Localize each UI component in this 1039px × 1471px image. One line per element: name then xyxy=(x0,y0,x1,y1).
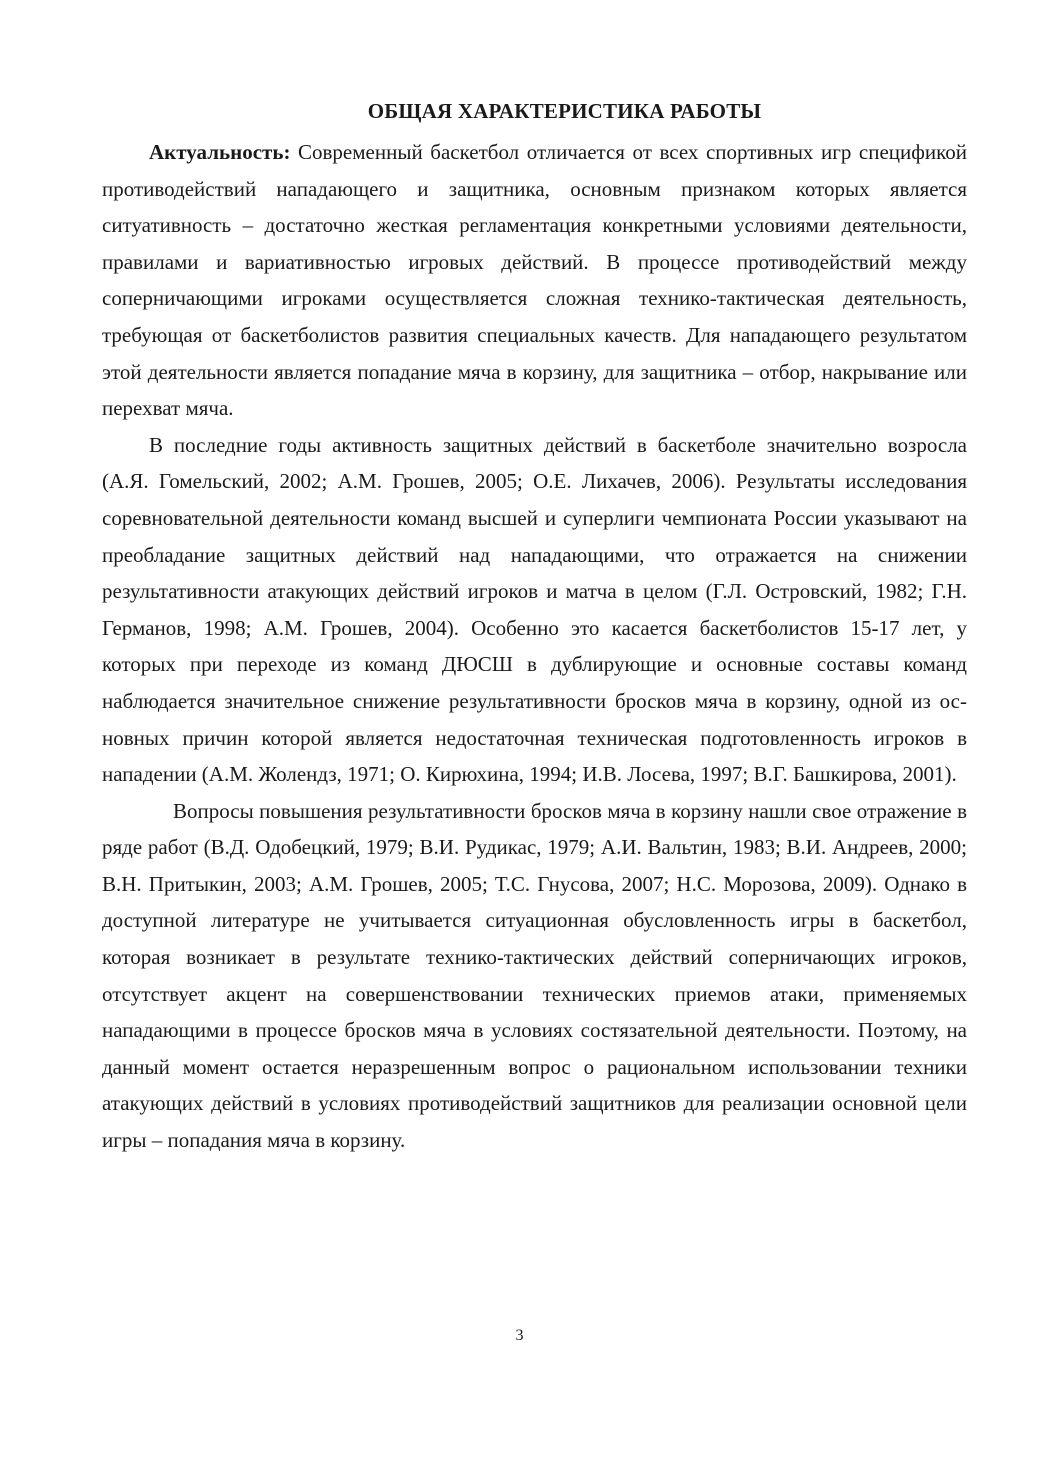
paragraph-defense-activity: В последние годы активность защитных действий в баскетболе значительно возросла (А.Я. Гомельский, 2002; А.М. Грошев, 2005; О.Е. Лихачев, 2006). Результаты исследования соревновательной деятельности команд высшей и суперлиги чемпионата России указывают на преобладание защитных действий над нападающими, что отражается на снижении результативности атакующих действий игроков и матча в целом (Г.Л. Островский, 1982; Г.Н. Германов, 1998; А.М. Грошев, 2004). Особенно это касается баскетболистов 15-17 лет, у которых при переходе из команд ДЮСШ в дублирующие и основные составы команд наблюдается значительное снижение результативности бросков мяча в корзину, одной из основных причин которой является недостаточная техническая подготовленность игроков в нападении (А.М. Жолендз, 1971; О. Кирюхина, 1994; И.В. Лосева, 1997; В.Г. Башкирова, 2001). xyxy=(102,432,967,787)
page-number: 3 xyxy=(515,1327,524,1344)
paragraph-relevance xyxy=(102,134,967,427)
paragraph-shooting-effectiveness: Вопросы повышения результативности бросков мяча в корзину нашли свое отражение в ряде работ (В.Д. Одобецкий, 1979; В.И. Рудикас, 1979; А.И. Вальтин, 1983; В.И. Андреев, 2000; В.Н. Притыкин, 2003; А.М. Грошев, 2005; Т.С. Гнусова, 2007; Н.С. Морозова, 2009). Однако в доступной литературе не учитывается ситуационная обусловленность игры в баскетбол, которая возникает в результате технико-тактических действий соперничающих игроков, отсутствует акцент на совершенствовании технических приемов атаки, применяемых нападающими в процессе бросков мяча в условиях состязательной деятельности. Поэтому, на данный момент остается неразрешенным вопрос о рациональном использовании техники атакующих действий в условиях противодействий защитников для реализации основной цели игры – попадания мяча в корзину. xyxy=(102,798,967,1153)
document-page xyxy=(102,96,967,1159)
paragraph-lead: Актуальность: xyxy=(149,140,291,164)
section-heading: ОБЩАЯ ХАРАКТЕРИСТИКА РАБОТЫ xyxy=(367,99,762,123)
paragraph-text: Современный баскетбол отличается от всех спортивных игр спецификой противодействий нападающего и защитника, основным признаком которых является ситуативность – достаточно жесткая регламентация конкретными условиями деятельности, правилами и вариативностью игровых действий. В процессе противодействий между соперничающими игроками осуществляется сложная технико-тактическая деятельность, требующая от баскетболистов развития специальных качеств. Для нападающего результатом этой деятельности является попадание мяча в корзину, для защитника – отбор, накрывание или перехват мяча. xyxy=(102,140,967,421)
